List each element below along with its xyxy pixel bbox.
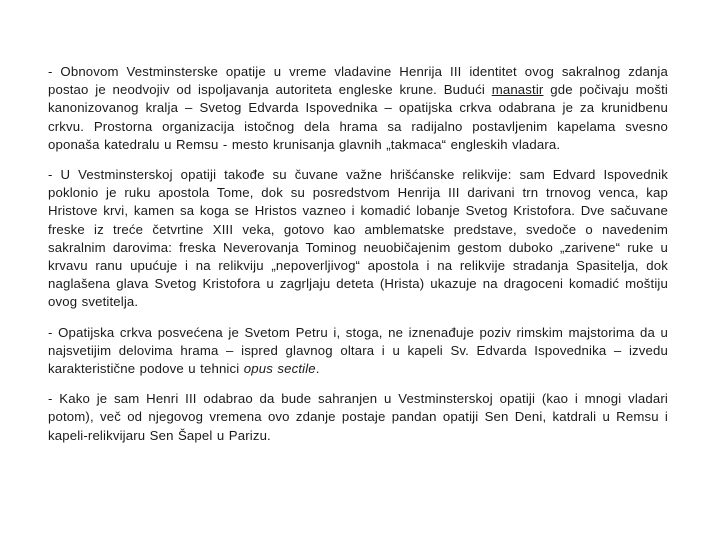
paragraph-burial xyxy=(48,390,668,445)
paragraph-text: - Opatijska crkva posvećena je Svetom Petru i, stoga, ne iznenađuje poziv rimskim majstorima da u najsvetijim delovima hrama – ispred glavnog oltara i u kapeli Sv. Edvarda Ispovednika – izvedu karakteristične podove u tehnici xyxy=(48,324,668,377)
paragraph-text: - U Vestminsterskoj opatiji takođe su čuvane važne hrišćanske relikvije: sam Edvard Ispovednik poklonio je ruku apostola Tome, dok su posredstvom Henrija III darivani trn trnovog venca, kap Hristove krvi, kamen sa koga se Hristos vazneo i komadić lobanje Svetog Kristofora. Dve sačuvane freske iz treće četvrtine XIII veka, gotovo kao amblematske predstave, svedoče o navedenim sakralnim darovima: freska Neverovanja Tominog neuobičajenim gestom duboko „zarivene“ ruke u krvavu ranu upućuje i na relikviju „nepoverljivog“ apostola i na relikvije stradanja Spasitelja, dok naglašena glava Svetog Kristofora u zagrljaju deteta (Hrista) ukazuje na dragoceni komadić moštiju ovog svetitelja. xyxy=(48,167,668,310)
document-body xyxy=(48,63,668,457)
paragraph-coronation-church xyxy=(48,63,668,154)
paragraph-relics xyxy=(48,166,668,312)
paragraph-text: - Kako je sam Henri III odabrao da bude sahranjen u Vestminsterskoj opatiji (kao i mnogi vladari potom), več od njegovog vremena ovo zdanje postaje pandan opatiji Sen Deni, katdrali u Remsu i kapeli-relikvijaru Sen Šapel u Parizu. xyxy=(48,391,668,443)
paragraph-opus-sectile xyxy=(48,324,668,379)
paragraph-text: - Obnovom Vestminsterske opatije u vreme vladavine Henrija III identitet ovog sakralnog zdanja postao je neodvojiv od ispoljavanja autoriteta engleske krune. Budući xyxy=(48,64,668,98)
paragraph-text-continued: gde počivaju mošti kanonizovanog kralja – Svetog Edvarda Ispovednika – opatijska crkva odabrana je za krunidbenu crkvu. Prostorna organizacija istočnog dela hrama sa radijalno postavljenim kapelama svesno oponaša katedralu u Remsu - mesto krunisanja glavnih „takmaca“ engleskih vladara. xyxy=(48,82,668,152)
underlined-term: manastir xyxy=(491,82,544,98)
paragraph-text-continued: . xyxy=(315,361,320,377)
italic-term: opus sectile xyxy=(243,361,316,377)
